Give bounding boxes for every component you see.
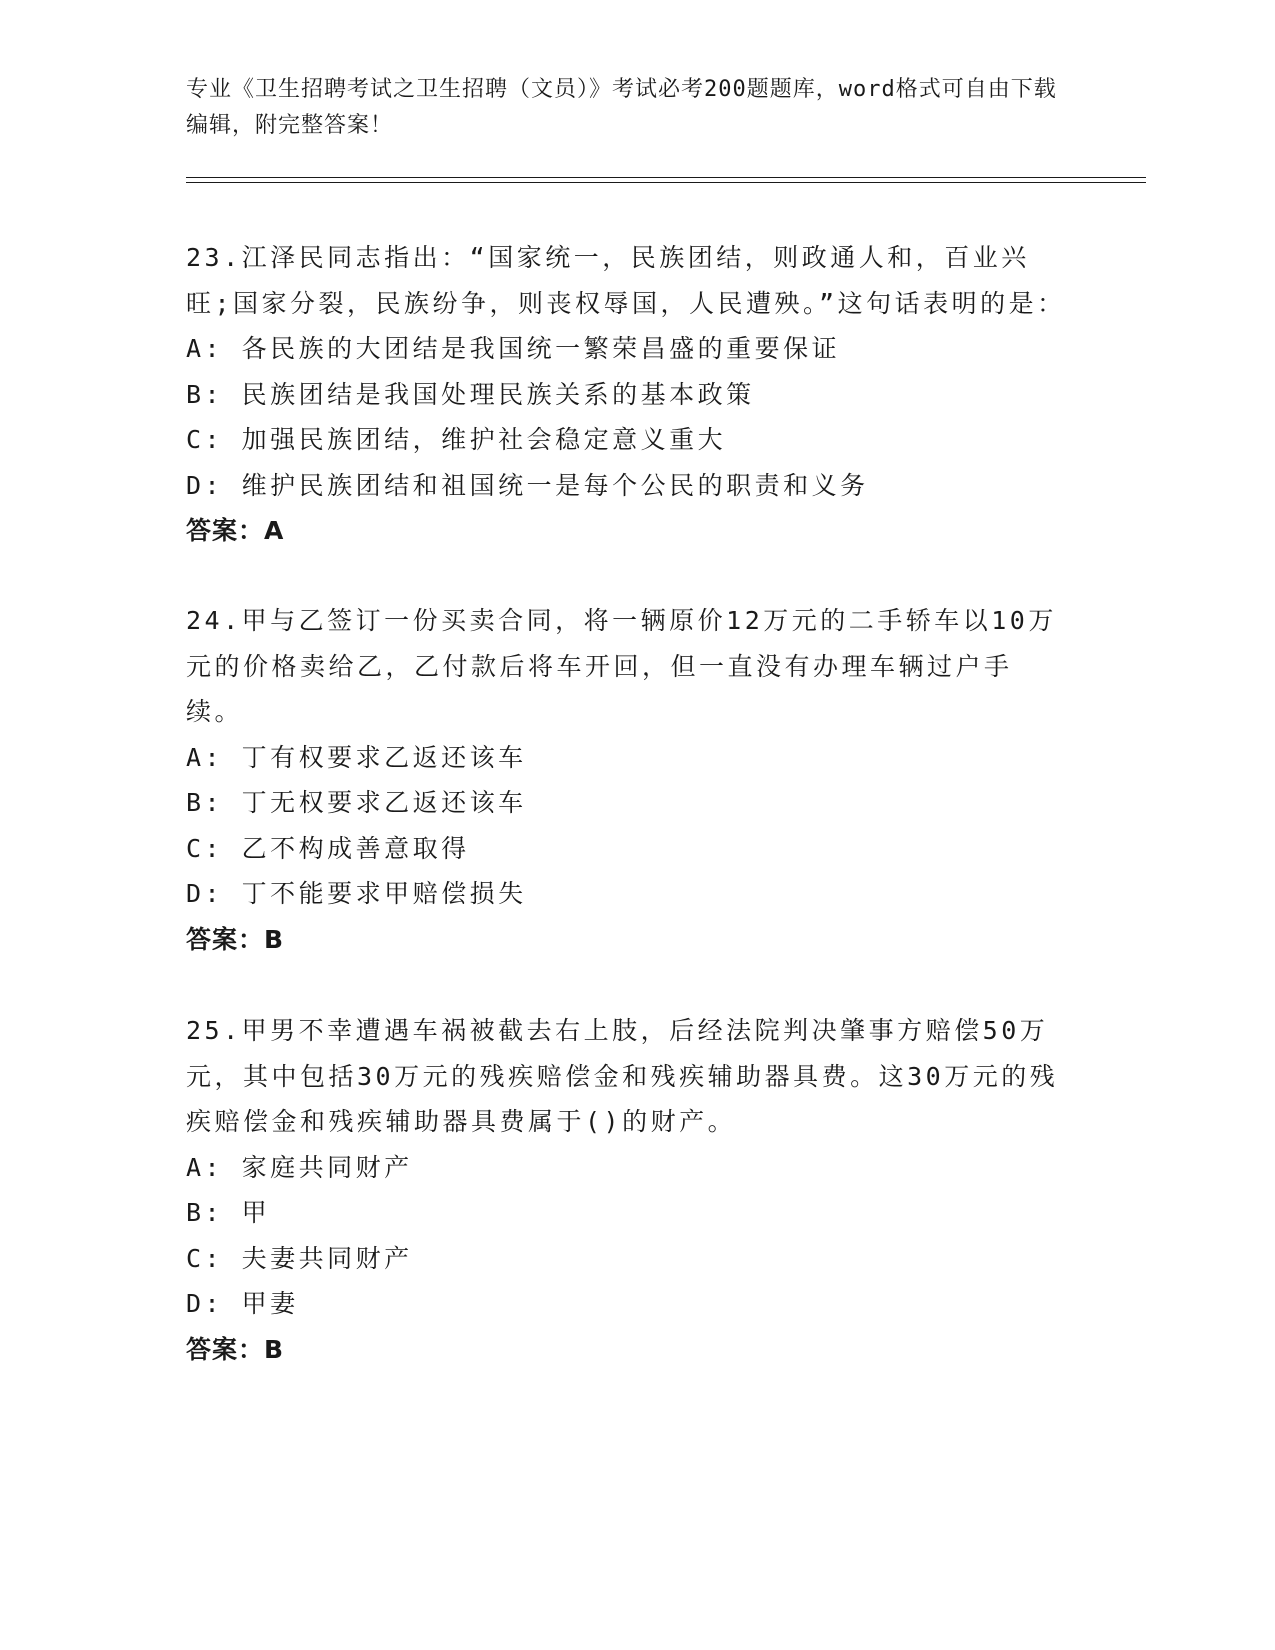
answer: 答案：B (186, 1334, 285, 1364)
option-d: D: 丁不能要求甲赔偿损失 (186, 879, 527, 908)
header-rule-top (186, 177, 1146, 178)
question-stem: 24.甲与乙签订一份买卖合同，将一辆原价12万元的二手轿车以10万元的价格卖给乙，乙付款后将车开回，但一直没有办理车辆过户手续。 (186, 606, 1057, 726)
option-c: C: 夫妻共同财产 (186, 1243, 413, 1273)
option-c: C: 加强民族团结，维护社会稳定意义重大 (186, 425, 727, 454)
header-rule-bottom (186, 182, 1146, 183)
option-c: C: 乙不构成善意取得 (186, 833, 470, 863)
option-a: A: 丁有权要求乙返还该车 (186, 742, 527, 772)
option-a: A: 家庭共同财产 (186, 1152, 413, 1182)
answer: 答案：B (186, 924, 285, 954)
option-b: B: 民族团结是我国处理民族关系的基本政策 (186, 379, 755, 409)
option-d: D: 甲妻 (186, 1289, 299, 1318)
question-25 (186, 1008, 1066, 1372)
question-23 (186, 235, 1066, 554)
question-stem: 25.甲男不幸遭遇车祸被截去右上肢，后经法院判决肇事方赔偿50万元，其中包括30万元的残疾赔偿金和残疾辅助器具费。这30万元的残疾赔偿金和残疾辅助器具费属于()的财产。 (186, 1016, 1059, 1136)
document-header: 专业《卫生招聘考试之卫生招聘（文员）》考试必考200题题库，word格式可自由下载编辑，附完整答案！ (186, 77, 1057, 138)
question-stem: 23.江泽民同志指出：“国家统一，民族团结，则政通人和，百业兴旺;国家分裂，民族纷争，则丧权辱国，人民遭殃。”这句话表明的是： (186, 243, 1066, 318)
option-a: A: 各民族的大团结是我国统一繁荣昌盛的重要保证 (186, 334, 841, 363)
option-b: B: 甲 (186, 1198, 271, 1227)
option-d: D: 维护民族团结和祖国统一是每个公民的职责和义务 (186, 470, 869, 500)
answer: 答案：A (186, 516, 285, 545)
question-24 (186, 598, 1066, 962)
option-b: B: 丁无权要求乙返还该车 (186, 788, 527, 817)
